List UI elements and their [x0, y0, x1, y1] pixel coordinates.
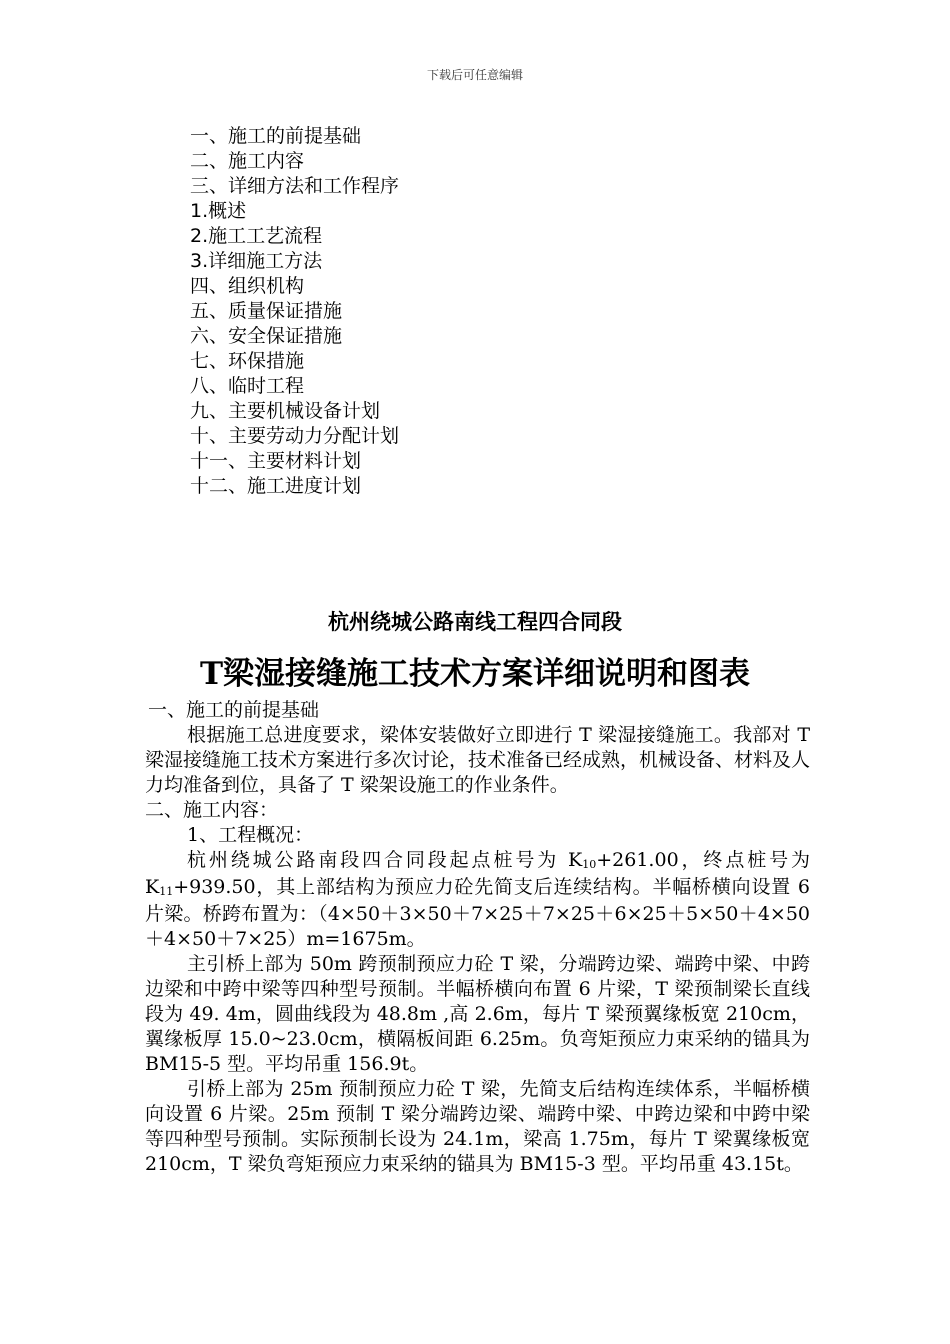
subscript: 11 [159, 885, 174, 898]
table-of-contents [190, 124, 399, 499]
document-subtitle: 杭州绕城公路南线工程四合同段 [328, 610, 622, 634]
toc-item: 一、施工的前提基础 [190, 125, 362, 147]
toc-item: 2.施工工艺流程 [190, 225, 323, 247]
toc-item: 四、组织机构 [190, 275, 305, 297]
text-run: +261.00，终点桩号为 K [145, 849, 810, 898]
toc-item: 十一、主要材料计划 [190, 450, 362, 472]
document-body [145, 698, 810, 1177]
page-header: 下载后可任意编辑 [426, 68, 523, 82]
toc-item: 八、临时工程 [190, 375, 305, 397]
toc-item: 三、详细方法和工作程序 [190, 175, 400, 197]
subscript: 10 [582, 858, 597, 871]
toc-item: 十二、施工进度计划 [190, 475, 362, 497]
paragraph: 引桥上部为 25m 预制预应力砼 T 梁，先简支后结构连续体系，半幅桥横向设置 6 片梁。25m 预制 T 梁分端跨边梁、端跨中梁、中跨边梁和中跨中梁等四种型号预制。实际预制长设为 24.1m，梁高 1.75m，每片 T 梁翼缘板宽 210cm，T 梁负弯矩预应力束采纳的锚具为 BM15-3 型。平均吊重 43.15t。 [145, 1078, 810, 1175]
section-heading: 一、施工的前提基础 [148, 699, 320, 721]
text-run: 杭州绕城公路南段四合同段起点桩号为 K [187, 849, 583, 871]
toc-item: 二、施工内容 [190, 150, 305, 172]
text-run: +939.50，其上部结构为预应力砼先简支后连续结构。半幅桥横向设置 6 片梁。桥跨布置为：（4×50＋3×50＋7×25＋7×25＋6×25＋5×50＋4×50＋4×50＋7×25）m=1675m。 [145, 876, 810, 950]
toc-item: 七、环保措施 [190, 350, 305, 372]
section-heading: 二、施工内容： [145, 799, 279, 821]
toc-item: 1.概述 [190, 200, 247, 222]
toc-item: 五、质量保证措施 [190, 300, 343, 322]
toc-item: 3.详细施工方法 [190, 250, 323, 272]
subsection-heading: 1、工程概况： [187, 824, 314, 846]
paragraph-overview [145, 848, 810, 952]
document-title: T梁湿接缝施工技术方案详细说明和图表 [199, 656, 751, 692]
toc-item: 六、安全保证措施 [190, 325, 343, 347]
toc-item: 十、主要劳动力分配计划 [190, 425, 400, 447]
paragraph: 根据施工总进度要求，梁体安装做好立即进行 T 梁湿接缝施工。我部对 T 梁湿接缝施工技术方案进行多次讨论，技术准备已经成熟，机械设备、材料及人力均准备到位，具备了 T 梁架设施工的作业条件。 [145, 724, 811, 796]
paragraph: 主引桥上部为 50m 跨预制预应力砼 T 梁，分端跨边梁、端跨中梁、中跨边梁和中跨中梁等四种型号预制。半幅桥横向布置 6 片梁，T 梁预制梁长直线段为 49. 4m，圆曲线段为 48.8m ,高 2.6m，每片 T 梁预翼缘板宽 210cm，翼缘板厚 15.0~23.0cm，横隔板间距 6.25m。负弯矩预应力束采纳的锚具为 BM15-5 型。平均吊重 156.9t。 [145, 953, 810, 1075]
toc-item: 九、主要机械设备计划 [190, 400, 381, 422]
